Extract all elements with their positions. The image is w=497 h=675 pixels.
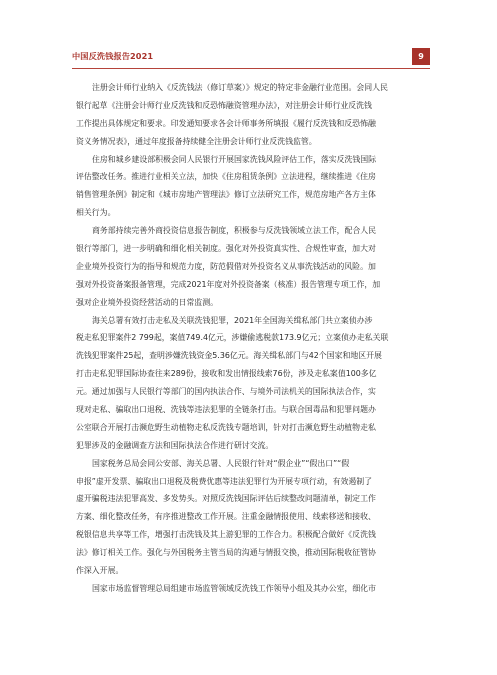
text-line: 洗钱犯罪案件25起，查明涉嫌洗钱资金5.36亿元。海关缉私部门与42个国家和地区开展 bbox=[76, 351, 382, 361]
text-line: 海关总署有效打击走私及关联洗钱犯罪，2021年全国海关缉私部门共立案侦办涉 bbox=[92, 315, 373, 325]
paragraph bbox=[76, 79, 426, 151]
text-line: 企业境外投资行为的指导和规范力度，防范假借对外投资名义从事洗钱活动的风险。加 bbox=[76, 261, 376, 271]
text-line: 资义务情况表》，通过年度报备持续健全注册会计师行业反洗钱监管。 bbox=[76, 136, 317, 146]
text-line: 现对走私、骗取出口退税、洗钱等违法犯罪的全链条打击。与联合国毒品和犯罪问题办 bbox=[76, 405, 376, 415]
text-line: 国家税务总局会同公安部、海关总署、人民银行针对“假企业”“假出口”“假 bbox=[92, 458, 350, 468]
text-line: 国家市场监督管理总局组建市场监管领域反洗钱工作领导小组及其办公室，细化市 bbox=[92, 583, 377, 593]
text-line: 虚开骗税违法犯罪高发、多发势头。对照反洗钱国际评估后续整改问题清单，制定工作 bbox=[76, 494, 376, 504]
header-divider bbox=[72, 68, 430, 69]
text-line: 作深入开展。 bbox=[76, 566, 124, 576]
text-line: 申报”虚开发票、骗取出口退税及税费优惠等违法犯罪行为开展专项行动，有效遏制了 bbox=[76, 476, 373, 486]
text-line: 强对企业境外投资经营活动的日常监测。 bbox=[76, 297, 219, 307]
text-line: 银行等部门，进一步明确和细化相关制度。强化对外投资真实性、合规性审查，加大对 bbox=[76, 244, 376, 254]
text-line: 工作提出具体规定和要求。印发通知要求各会计师事务所填报《履行反洗钱和反恐怖融 bbox=[76, 118, 376, 128]
text-line: 商务部持续完善外商投资信息报告制度，积极参与反洗钱领域立法工作，配合人民 bbox=[92, 226, 377, 236]
report-title: 中国反洗钱报告2021 bbox=[72, 51, 154, 61]
paragraph bbox=[76, 222, 426, 311]
text-line: 销售管理条例》制定和《城市房地产管理法》修订立法研究工作，规范房地产各方主体 bbox=[76, 190, 376, 200]
text-line: 相关行为。 bbox=[76, 208, 116, 218]
text-line: 银行起草《注册会计师行业反洗钱和反恐怖融资管理办法》，对注册会计师行业反洗钱 bbox=[76, 100, 372, 110]
text-line: 注册会计师行业纳入《反洗钱法（修订草案）》规定的特定非金融行业范围。会同人民 bbox=[92, 83, 388, 92]
text-line: 强对外投资备案报备管理，完成2021年度对外投资备案（核准）报告管理专项工作，加 bbox=[76, 279, 381, 289]
text-line: 打击走私犯罪国际协查往来289份，接收和发出情报线索76份，涉及走私案值100多亿 bbox=[76, 369, 377, 379]
paragraph bbox=[76, 312, 426, 455]
paragraph bbox=[76, 455, 426, 580]
text-line: 犯罪涉及的金融调查方法和国际执法合作进行研讨交流。 bbox=[76, 440, 274, 450]
text-line: 税走私犯罪案件2 799起，案值749.4亿元，涉嫌偷逃税款173.9亿元；立案侦办走私关联 bbox=[76, 333, 389, 343]
paragraph bbox=[76, 580, 426, 598]
text-line: 评估整改任务。推进行业相关立法，加快《住房租赁条例》立法进程，继续推进《住房 bbox=[76, 172, 376, 182]
paragraph bbox=[76, 151, 426, 223]
text-line: 公室联合开展打击濒危野生动植物走私反洗钱专题培训，针对打击濒危野生动植物走私 bbox=[76, 422, 376, 432]
text-line: 税银信息共享等工作，增强打击洗钱及其上游犯罪的工作合力。积极配合做好《反洗钱 bbox=[76, 530, 376, 540]
page-header bbox=[72, 48, 430, 68]
text-line: 住房和城乡建设部积极会同人民银行开展国家洗钱风险评估工作，落实反洗钱国际 bbox=[92, 154, 377, 164]
text-line: 法》修订相关工作。强化与外国税务主管当局的沟通与情报交换，推动国际税收征管协 bbox=[76, 548, 376, 558]
page-number-badge: 9 bbox=[412, 48, 430, 65]
text-line: 元。通过加强与人民银行等部门的国内执法合作、与境外司法机关的国际执法合作，实 bbox=[76, 387, 376, 397]
body-text bbox=[76, 79, 426, 598]
text-line: 方案、细化整改任务，有序推进整改工作开展。注重金融情报使用、线索移送和接收、 bbox=[76, 512, 376, 522]
